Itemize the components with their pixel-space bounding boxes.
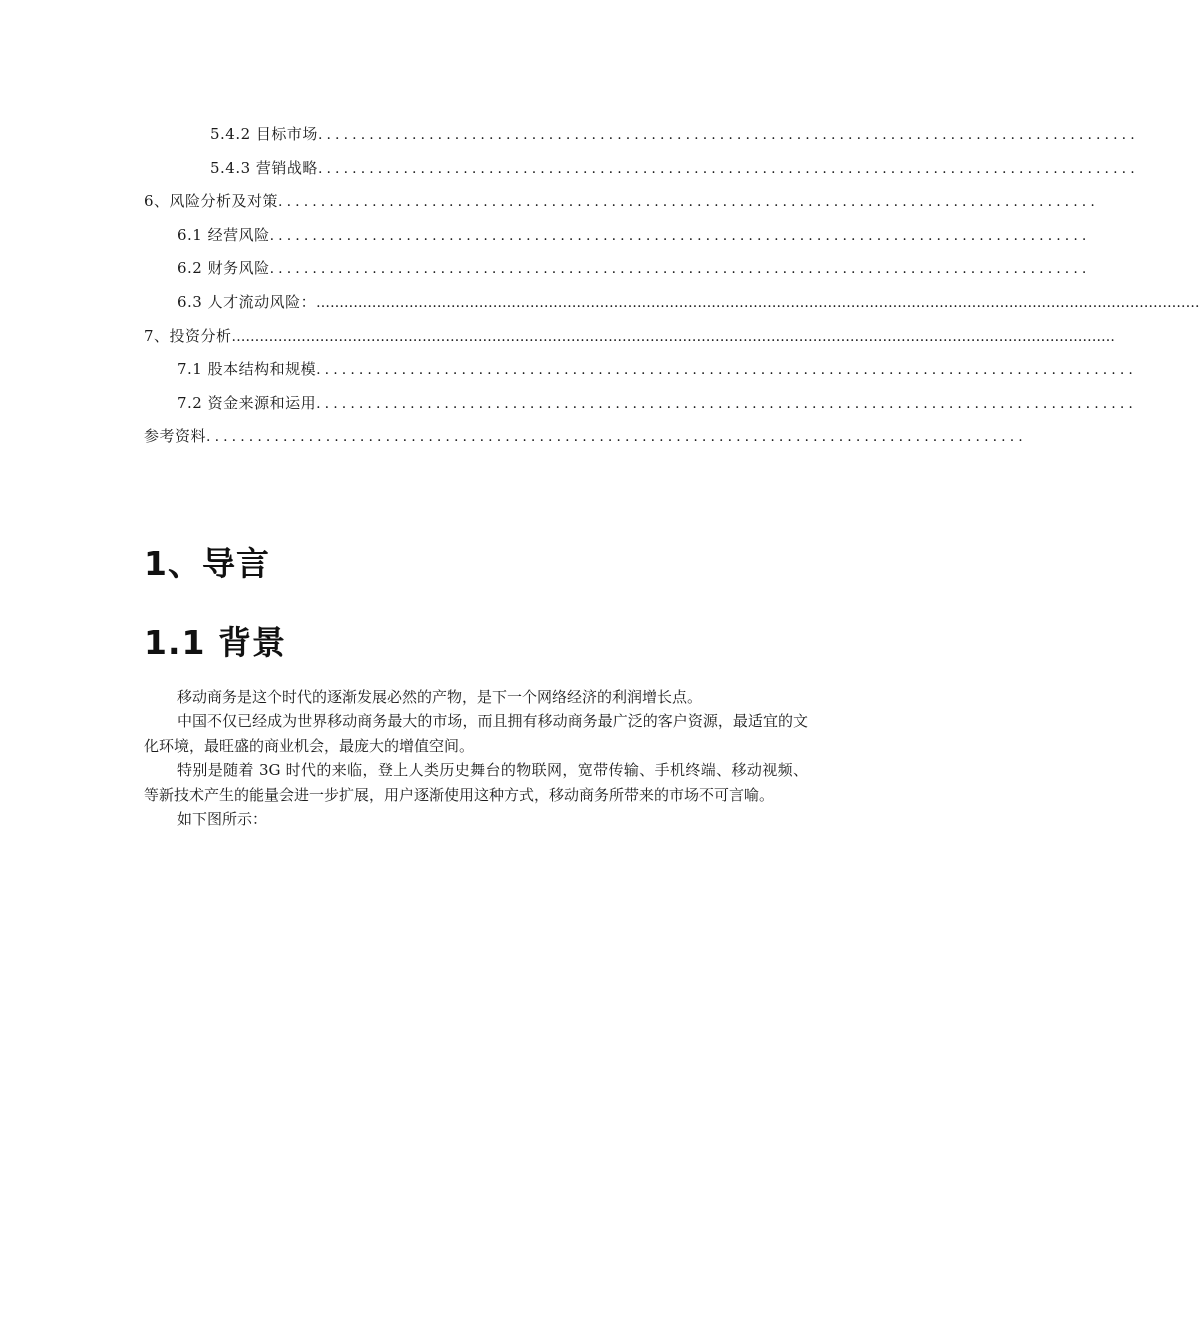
section-heading-intro: 1、导言 <box>144 544 270 583</box>
section-heading-background: 1.1 背景 <box>144 623 286 662</box>
toc-entry-label: 6、风险分析及对策 <box>144 192 279 211</box>
table-of-contents <box>144 118 1200 454</box>
toc-leader-dots: ................................................................................................ <box>269 261 1091 278</box>
paragraph: 如下图所示： <box>177 810 268 829</box>
toc-entry-label: 6.3 人才流动风险： <box>177 292 317 311</box>
toc-leader-dots: ................................................................................................ <box>317 160 1139 177</box>
toc-entry[interactable] <box>144 353 1137 387</box>
toc-entry[interactable] <box>144 152 1139 186</box>
toc-leader-dots: ................................................................................................ <box>316 362 1137 379</box>
toc-entry-label: 参考资料 <box>144 427 207 446</box>
toc-entry-label: 5.4.2 目标市场 <box>210 125 318 143</box>
toc-entry[interactable] <box>144 420 1027 454</box>
paragraph: 移动商务是这个时代的逐渐发展必然的产物，是下一个网络经济的利润增长点。 <box>177 688 703 706</box>
paragraph: 中国不仅已经成为世界移动商务最大的市场，而且拥有移动商务最广泛的客户资源，最适宜的文化环境，最旺盛的商业机会，最庞大的增值空间。 <box>144 712 808 755</box>
toc-entry-label: 7.1 股本结构和规模 <box>177 360 317 379</box>
toc-entry[interactable] <box>144 387 1137 421</box>
toc-leader-dots: ................................................................................................ <box>278 194 1099 211</box>
toc-leader-dots: ................................................................................................ <box>317 127 1139 143</box>
toc-leader-dots: ................................................................................................ <box>316 395 1137 412</box>
toc-leader-dots: .............................................................................................................................................................................................. <box>316 294 1200 311</box>
toc-entry[interactable] <box>144 286 1200 320</box>
paragraph: 特别是随着 3G 时代的来临，登上人类历史舞台的物联网，宽带传输、手机终端、移动视频、等新技术产生的能量会进一步扩展，用户逐渐使用这种方式，移动商务所带来的市场不可言喻。 <box>144 761 808 804</box>
toc-entry[interactable] <box>144 219 1091 253</box>
toc-entry-label: 7、投资分析 <box>144 326 232 345</box>
toc-entry-label: 7.2 资金来源和运用 <box>177 393 317 412</box>
toc-entry[interactable] <box>144 185 1099 219</box>
toc-leader-dots: .............................................................................................................................................................................................. <box>231 328 1116 345</box>
toc-entry[interactable] <box>144 320 1116 354</box>
toc-leader-dots: ................................................................................................ <box>206 429 1027 446</box>
toc-entry[interactable] <box>144 118 1139 152</box>
toc-entry[interactable] <box>144 252 1091 286</box>
toc-entry-label: 6.1 经营风险 <box>177 225 270 244</box>
toc-entry-label: 5.4.3 营销战略 <box>210 158 318 177</box>
body-text <box>144 685 808 831</box>
toc-entry-label: 6.2 财务风险 <box>177 259 270 278</box>
toc-leader-dots: ................................................................................................ <box>269 227 1091 244</box>
